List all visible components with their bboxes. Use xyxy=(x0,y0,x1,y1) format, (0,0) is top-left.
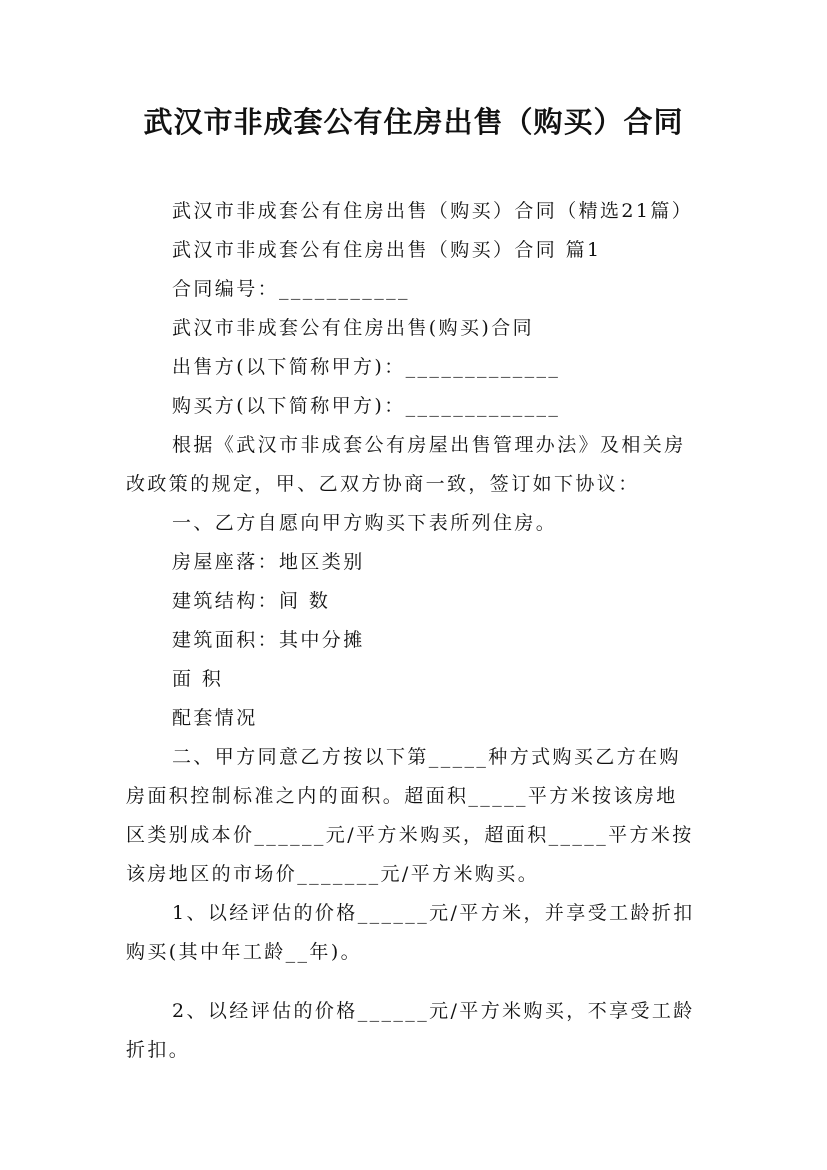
paragraph-spacer xyxy=(126,972,716,992)
text-line: 折扣。 xyxy=(126,1039,191,1061)
text-line: 二、甲方同意乙方按以下第_____种方式购买乙方在购 xyxy=(172,746,681,768)
text-line: 建筑面积：其中分摊 xyxy=(172,629,365,651)
text-line: 1、以经评估的价格______元/平方米，并享受工龄折扣 xyxy=(172,902,695,924)
text-line: 根据《武汉市非成套公有房屋出售管理办法》及相关房 xyxy=(172,434,686,456)
text-line: 购买(其中年工龄__年)。 xyxy=(126,941,363,963)
text-line: 建筑结构：间 数 xyxy=(172,590,331,612)
text-line: 出售方(以下简称甲方)：_____________ xyxy=(172,356,561,378)
text-line: 房屋座落：地区类别 xyxy=(172,551,365,573)
text-line: 改政策的规定，甲、乙双方协商一致，签订如下协议： xyxy=(126,473,640,495)
text-line: 武汉市非成套公有住房出售（购买）合同（精选21篇） xyxy=(172,200,694,222)
text-line: 区类别成本价______元/平方米购买，超面积_____平方米按 xyxy=(126,824,694,846)
text-line: 面 积 xyxy=(172,668,224,690)
document-body xyxy=(126,192,716,1070)
text-line: 配套情况 xyxy=(172,707,258,729)
text-line: 2、以经评估的价格______元/平方米购买，不享受工龄 xyxy=(172,1000,695,1022)
text-line: 一、乙方自愿向甲方购买下表所列住房。 xyxy=(172,512,558,534)
text-line: 购买方(以下简称甲方)：_____________ xyxy=(172,395,561,417)
text-line: 房面积控制标准之内的面积。超面积_____平方米按该房地 xyxy=(126,785,678,807)
text-line: 合同编号：___________ xyxy=(172,278,410,300)
text-line: 该房地区的市场价_______元/平方米购买。 xyxy=(126,863,540,885)
document-title: 武汉市非成套公有住房出售（购买）合同 xyxy=(143,105,684,139)
text-line: 武汉市非成套公有住房出售(购买)合同 xyxy=(172,317,535,339)
text-line: 武汉市非成套公有住房出售（购买）合同 篇1 xyxy=(172,239,602,261)
